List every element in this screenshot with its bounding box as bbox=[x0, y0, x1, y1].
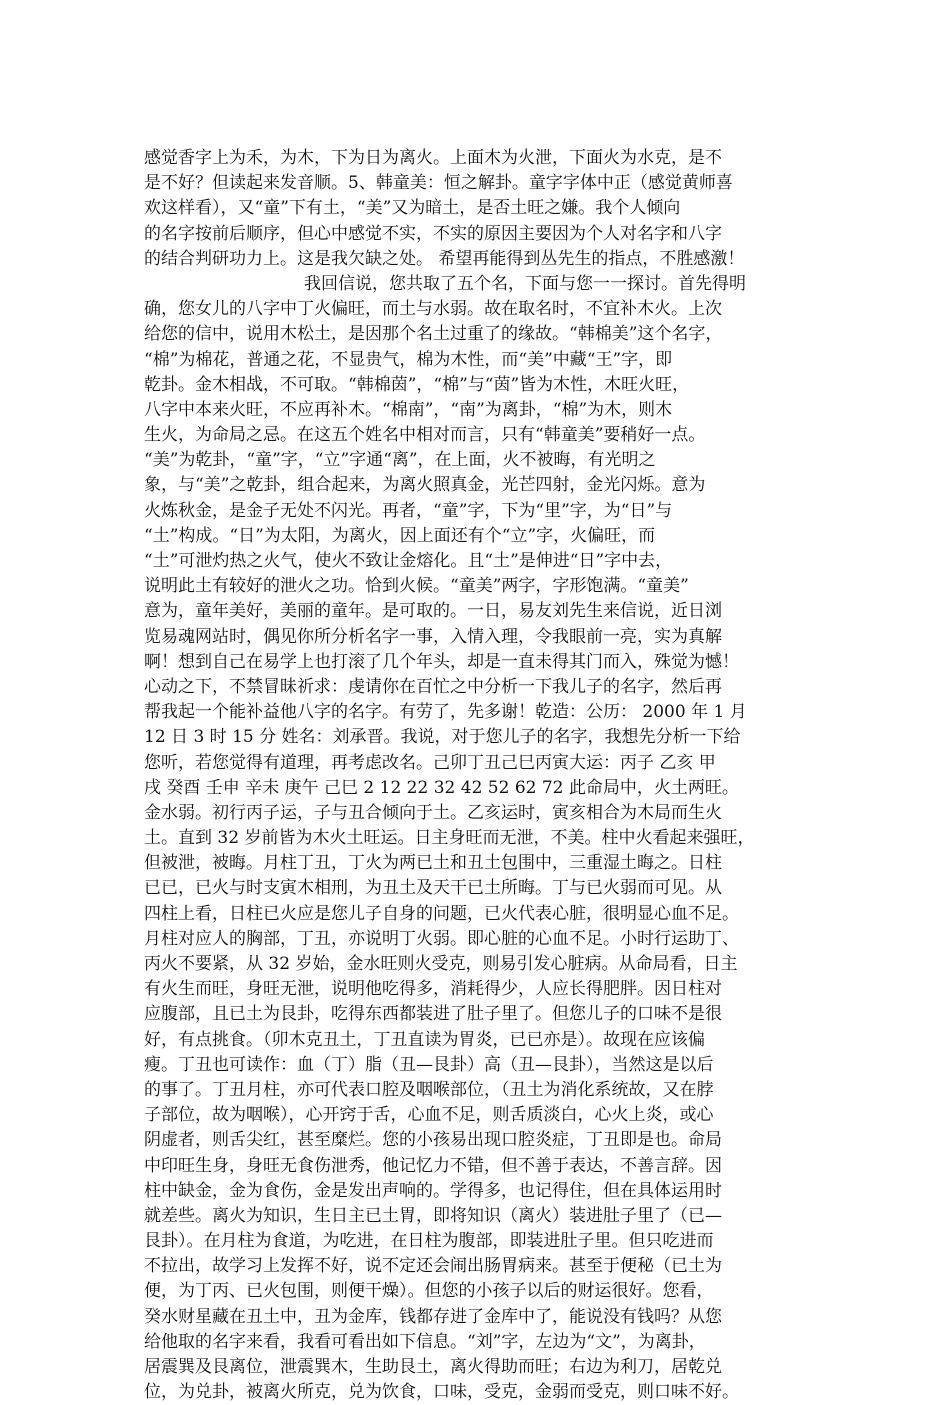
text-line: “土”可泄灼热之火气，使火不致让金熔化。且“土”是伸进“日”字中去， bbox=[144, 551, 673, 571]
text-line: 12 日 3 时 15 分 姓名：刘承晋。我说，对于您儿子的名字，我想先分析一下给 bbox=[144, 727, 741, 748]
text-line: 艮卦）。在月柱为食道，为吃进，在日柱为腹部，即装进肚子里。但只吃进而 bbox=[144, 1231, 714, 1252]
text-line: 火炼秋金，是金子无处不闪光。再者，“童”字，下为“里”字，为“日”与 bbox=[144, 500, 673, 521]
text-line: 瘦。丁丑也可读作：血（丁）脂（丑—艮卦）高（丑—艮卦），当然这是以后 bbox=[144, 1054, 714, 1075]
text-line: 说明此土有较好的泄火之功。恰到火候。“童美”两字，字形饱满。“童美” bbox=[144, 576, 689, 597]
text-line: 给他取的名字来看，我看可看出如下信息。“刘”字，左边为“文”，为离卦， bbox=[144, 1331, 706, 1352]
text-line: 给您的信中，说用木松土，是因那个名土过重了的缘故。“韩棉美”这个名字， bbox=[144, 324, 723, 345]
text-line: 象，与“美”之乾卦，组合起来，为离火照真金，光芒四射，金光闪烁。意为 bbox=[144, 475, 706, 496]
text-line: 啊！想到自己在易学上也打滚了几个年头，却是一直未得其门而入，殊觉为憾！ bbox=[144, 651, 739, 672]
text-line: 阴虚者，则舌尖红，甚至糜烂。您的小孩易出现口腔炎症，丁丑即是也。命局 bbox=[144, 1130, 722, 1151]
text-line: 生火，为命局之忌。在这五个姓名中相对而言，只有“韩童美”要稍好一点。 bbox=[144, 425, 706, 446]
text-line: 我回信说，您共取了五个名，下面与您一一探讨。首先得明 bbox=[304, 273, 746, 294]
text-line: 但被泄，被晦。月柱丁丑，丁火为两已土和丑土包围中，三重湿土晦之。日柱 bbox=[144, 853, 722, 874]
text-line: 帮我起一个能补益他八字的名字。有劳了，先多谢！乾造：公历： 2000 年 1 月 bbox=[144, 702, 747, 723]
text-line: 应腹部，且已土为艮卦，吃得东西都装进了肚子里了。但您儿子的口味不是很 bbox=[144, 1004, 722, 1025]
body-text bbox=[144, 146, 814, 1405]
text-line: 丙火不要紧，从 32 岁始，金水旺则火受克，则易引发心脏病。从命局看，日主 bbox=[144, 954, 738, 974]
text-line: 便，为丁丙、已火包围，则便干燥）。但您的小孩子以后的财运很好。您看， bbox=[144, 1281, 714, 1302]
text-line: 中印旺生身，身旺无食伤泄秀，他记忆力不错，但不善于表达，不善言辞。因 bbox=[144, 1155, 722, 1176]
text-line: 的名字按前后顺序，但心中感觉不实，不实的原因主要因为个人对名字和八字 bbox=[144, 223, 722, 244]
text-line: 四柱上看，日柱已火应是您儿子自身的问题，已火代表心脏，很明显心血不足。 bbox=[144, 903, 739, 924]
text-line: 居震巽及艮离位，泄震巽木，生助艮土，离火得助而旺；右边为利刀，居乾兑 bbox=[144, 1357, 722, 1377]
text-line: 感觉香字上为禾，为木，下为日为离火。上面木为火泄，下面火为水克，是不 bbox=[144, 148, 722, 168]
text-line: 就差些。离火为知识，生日主已土胃，即将知识（离火）装进肚子里了（已— bbox=[144, 1205, 722, 1226]
text-line: 您听，若您觉得有道理，再考虑改名。己卯丁丑己巳丙寅大运：丙子 乙亥 甲 bbox=[144, 752, 716, 773]
text-line: 柱中缺金，金为食伤，金是发出声响的。学得多，也记得住，但在具体运用时 bbox=[144, 1180, 722, 1201]
text-line: 是不好？但读起来发音顺。5、韩童美：恒之解卦。童字字体中正（感觉黄师喜 bbox=[144, 173, 733, 194]
text-line: 好，有点挑食。（卯木克丑土，丁丑直读为胃炎，已已亦是）。故现在应该偏 bbox=[144, 1029, 705, 1050]
text-line: 览易魂网站时，偶见你所分析名字一事，入情入理，令我眼前一亮，实为真解 bbox=[144, 626, 722, 647]
text-line: 心动之下，不禁冒昧祈求：虔请你在百忙之中分析一下我儿子的名字，然后再 bbox=[144, 676, 722, 697]
text-line: 金水弱。初行丙子运，子与丑合倾向于土。乙亥运时，寅亥相合为木局而生火 bbox=[144, 802, 722, 823]
text-line: 月柱对应人的胸部，丁丑，亦说明丁火弱。即心脏的心血不足。小时行运助丁、 bbox=[144, 928, 739, 949]
text-line: 有火生而旺，身旺无泄，说明他吃得多，消耗得少，人应长得肥胖。因日柱对 bbox=[144, 979, 722, 1000]
text-line: “棉”为棉花，普通之花，不显贵气，棉为木性，而“美”中藏“王”字，即 bbox=[144, 349, 673, 370]
text-line: 八字中本来火旺，不应再补木。“棉南”，“南”为离卦，“棉”为木，则木 bbox=[144, 399, 673, 420]
text-line: 意为，童年美好，美丽的童年。是可取的。一日，易友刘先生来信说，近日浏 bbox=[144, 601, 722, 622]
text-line: 已已，已火与时支寅木相刑，为丑土及天干已土所晦。丁与已火弱而可见。从 bbox=[144, 878, 722, 899]
text-line: 欢这样看），又“童”下有土，“美”又为暗土，是否土旺之嫌。我个人倾向 bbox=[144, 198, 681, 219]
text-line: 的事了。丁丑月柱，亦可代表口腔及咽喉部位，（丑土为消化系统故，又在脖 bbox=[144, 1079, 714, 1100]
text-line: 戌 癸酉 壬申 辛未 庚午 己巳 2 12 22 32 42 52 62 72 此命局中，火土两旺。 bbox=[144, 777, 739, 798]
text-line: 位，为兑卦，被离火所克，兑为饮食，口味，受克，金弱而受克，则口味不好。 bbox=[144, 1382, 739, 1403]
text-line: “美”为乾卦，“童”字，“立”字通“离”，在上面，火不被晦，有光明之 bbox=[144, 450, 656, 471]
text-line: 子部位，故为咽喉），心开窍于舌，心血不足，则舌质淡白，心火上炎，或心 bbox=[144, 1105, 714, 1126]
text-line: “土”构成。“日”为太阳，为离火，因上面还有个“立”字，火偏旺，而 bbox=[144, 525, 656, 546]
text-line: 的结合判研功力上。这是我欠缺之处。 希望再能得到丛先生的指点，不胜感激！ bbox=[144, 248, 745, 269]
text-line: 乾卦。金木相战，不可取。“韩棉茵”，“棉”与“茵”皆为木性，木旺火旺， bbox=[144, 374, 690, 395]
text-line: 不拉出，故学习上发挥不好，说不定还会闹出肠胃病来。甚至于便秘（已土为 bbox=[144, 1256, 722, 1277]
text-line: 土。直到 32 岁前皆为木火土旺运。日主身旺而无泄，不美。柱中火看起来强旺， bbox=[144, 828, 755, 849]
text-line: 确，您女儿的八字中丁火偏旺，而土与水弱。故在取名时，不宜补木火。上次 bbox=[144, 299, 722, 320]
text-line: 癸水财星藏在丑土中，丑为金库，钱都存进了金库中了，能说没有钱吗？从您 bbox=[144, 1306, 722, 1327]
